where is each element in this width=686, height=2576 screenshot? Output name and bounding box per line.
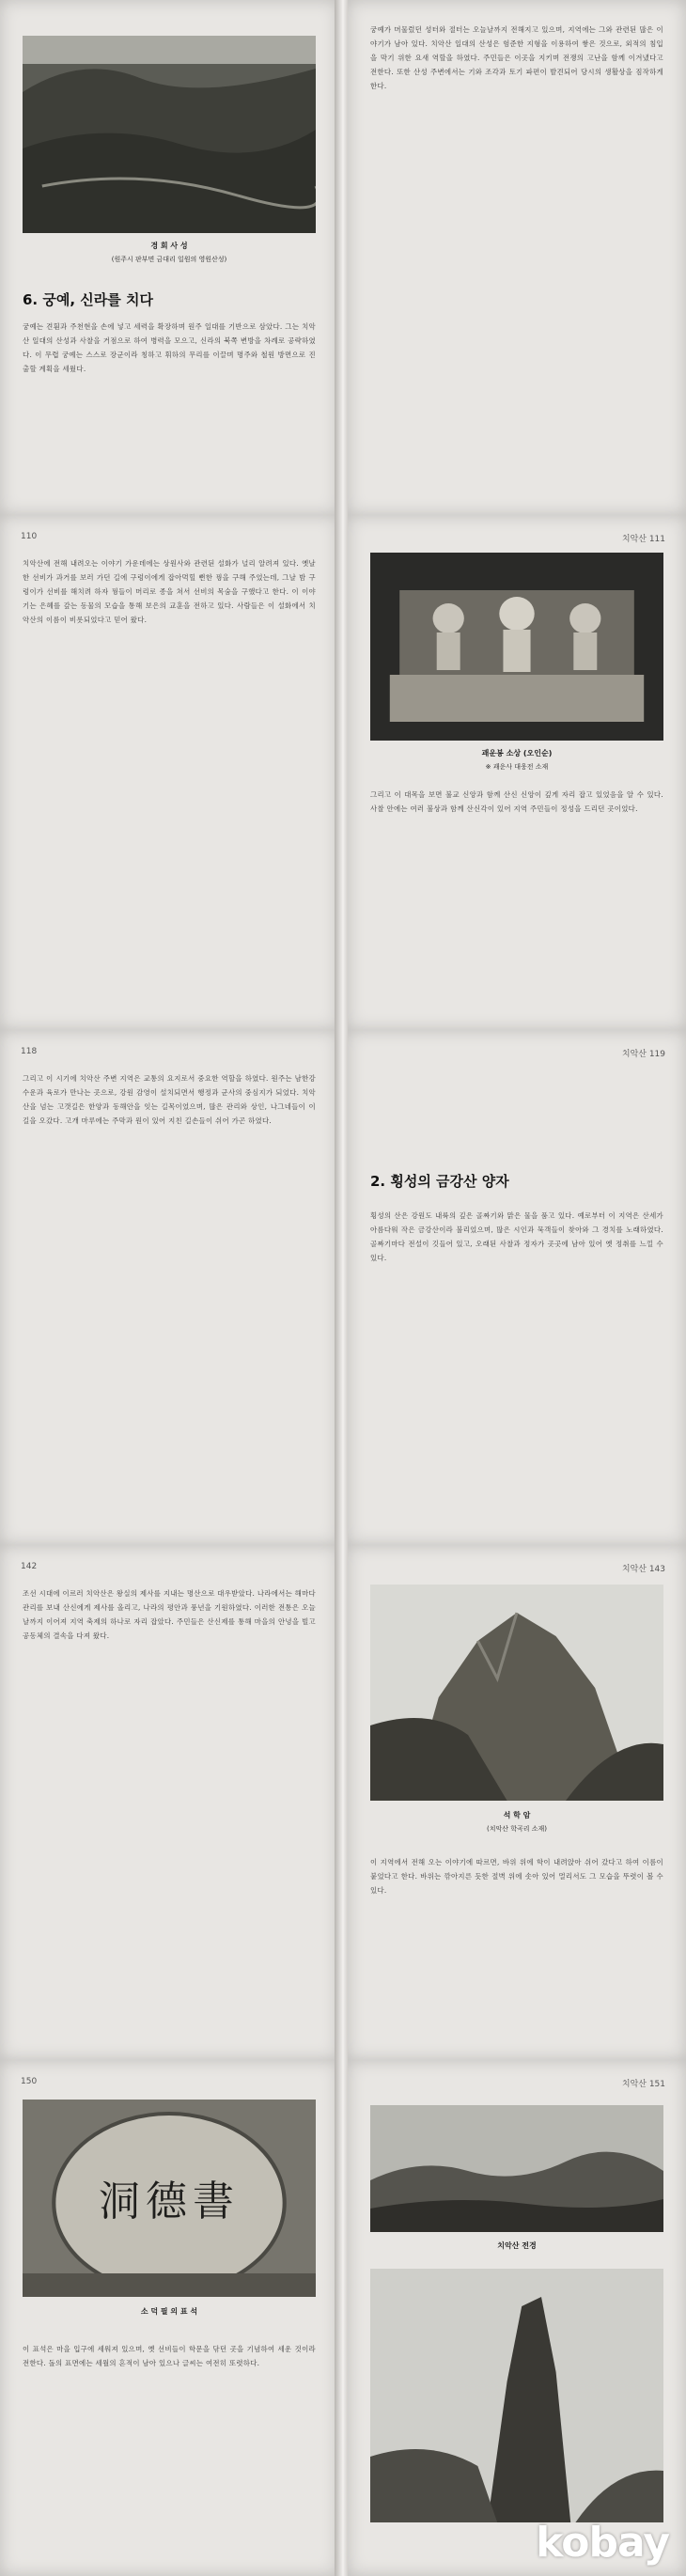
section-heading: 2. 횡성의 금강산 양자: [370, 1173, 509, 1190]
photo-caption-title: 소 덕 필 의 표 석: [140, 2307, 198, 2316]
photo-rock-cliff: [370, 1585, 663, 1801]
left-page: [0, 1030, 338, 1545]
page-number: 118: [21, 1047, 38, 1056]
body-text: 이 표석은 마을 입구에 세워져 있으며, 옛 선비들이 학문을 닦던 곳을 기념하여 세운 것이라 전한다. 돌의 표면에는 세월의 흔적이 남아 있으나 글씨는 여전히 또렷하다.: [23, 2345, 316, 2367]
watermark-logo: kobay: [536, 2519, 669, 2567]
right-page: [348, 2060, 686, 2576]
photo-caption-sub: ※ 괘운사 대웅전 소재: [485, 763, 549, 771]
page-number: 치악산 111: [621, 535, 665, 544]
page-number: 110: [21, 532, 38, 541]
stone-inscription: 洞德書: [99, 2178, 240, 2225]
left-page: [0, 1545, 338, 2060]
photo-caption-sub: (치악산 학곡리 소재): [486, 1825, 547, 1833]
left-page: [0, 2060, 338, 2576]
page-number: 치악산 143: [621, 1565, 665, 1574]
left-page: [0, 0, 338, 515]
book-spread-5: [0, 2060, 686, 2576]
photo-rock-peak: [370, 2269, 663, 2522]
body-text: 치악산에 전해 내려오는 이야기 가운데에는 상원사와 관련된 설화가 널리 알려져 있다. 옛날 한 선비가 과거를 보러 가던 길에 구렁이에게 잡아먹힐 뻔한 꿩을 구해 주었는데, 그날 밤 구렁이가 선비를 해치려 하자 꿩들이 머리로 종을 쳐서 선비의 목숨을 구했다고 한다. 이 이야기는 은혜를 갚는 동물의 모습을 통해 보은의 교훈을 전하고 있다. 사람들은 이 설화에서 치악산의 이름이 비롯되었다고 믿어 왔다.: [23, 559, 316, 624]
book-spread-3: [0, 1030, 686, 1545]
photo-caption-title: 괘운봉 소상 (오인순): [481, 749, 553, 757]
body-text: 그리고 이 대목을 보면 불교 신앙과 함께 산신 신앙이 깊게 자리 잡고 있었음을 알 수 있다. 사찰 안에는 여러 불상과 함께 산신각이 있어 지역 주민들이 정성을 드리던 곳이었다.: [370, 790, 663, 813]
body-text: 궁예는 견훤과 주천현을 손에 넣고 세력을 확장하며 원주 일대를 기반으로 삼았다. 그는 치악산 일대의 산성과 사찰을 거점으로 하여 병력을 모으고, 신라의 북쪽 변방을 차례로 공략하였다. 이 무렵 궁예는 스스로 장군이라 칭하고 휘하의 무리를 이끌며 명주와 철원 방면으로 진출할 계획을 세웠다.: [23, 322, 316, 373]
photo-caption-title: 석 학 암: [503, 1811, 531, 1819]
book-spread-1: [0, 0, 686, 515]
right-page: [348, 1030, 686, 1545]
body-text: 그리고 이 시기에 치악산 주변 지역은 교통의 요지로서 중요한 역할을 하였다. 원주는 남한강 수운과 육로가 만나는 곳으로, 강원 감영이 설치되면서 행정과 군사의 중심지가 되었다. 치악산을 넘는 고갯길은 한양과 동해안을 잇는 길목이었으며, 많은 관리와 상인, 나그네들이 이 길을 오갔다. 고개 마루에는 주막과 원이 있어 지친 길손들이 쉬어 가곤 하였다.: [23, 1074, 316, 1125]
photo-caption-title: 치악산 전경: [497, 2241, 537, 2250]
right-page: [348, 0, 686, 515]
right-page: [348, 515, 686, 1030]
page-number: 치악산 119: [621, 1050, 665, 1059]
right-page: [348, 1545, 686, 2060]
photo-mountain-panorama: [370, 2105, 663, 2232]
page-number: 142: [21, 1562, 38, 1571]
body-text: 궁예가 머물렀던 성터와 절터는 오늘날까지 전해지고 있으며, 지역에는 그와 관련된 많은 이야기가 남아 있다. 치악산 일대의 산성은 험준한 지형을 이용하여 쌓은 것으로, 외적의 침입을 막기 위한 요새 역할을 하였다. 주민들은 이곳을 지키며 전쟁의 고난을 함께 이겨냈다고 전한다. 또한 산성 주변에서는 기와 조각과 토기 파편이 발견되어 당시의 생활상을 짐작하게 한다.: [370, 25, 663, 90]
page-number: 150: [21, 2077, 38, 2086]
photo-mountain-fortress: [23, 36, 316, 233]
section-heading: 6. 궁예, 신라를 치다: [23, 291, 153, 308]
body-text: 이 지역에서 전해 오는 이야기에 따르면, 바위 위에 학이 내려앉아 쉬어 갔다고 하여 이름이 붙었다고 한다. 바위는 깎아지른 듯한 절벽 위에 솟아 있어 멀리서도 그 모습을 뚜렷이 볼 수 있다.: [370, 1858, 663, 1895]
body-text: 조선 시대에 이르러 치악산은 왕실의 제사를 지내는 명산으로 대우받았다. 나라에서는 해마다 관리를 보내 산신에게 제사를 올리고, 나라의 평안과 풍년을 기원하였다. 이러한 전통은 오늘날까지 이어져 지역 축제의 하나로 자리 잡았다. 주민들은 산신제를 통해 마을의 안녕을 빌고 공동체의 결속을 다져 왔다.: [23, 1589, 316, 1640]
left-page: [0, 515, 338, 1030]
photo-buddhist-altar: [370, 553, 663, 741]
book-spread-2: [0, 515, 686, 1030]
book-spread-4: [0, 1545, 686, 2060]
photo-caption-title: 경 회 사 성: [150, 242, 188, 250]
photo-caption-sub: (원주시 판부면 금대리 일원의 영원산성): [111, 256, 227, 263]
photo-stone-monument: [23, 2100, 316, 2297]
page-number: 치악산 151: [621, 2080, 665, 2089]
body-text: 횡성의 산은 강원도 내륙의 깊은 골짜기와 맑은 물을 품고 있다. 예로부터 이 지역은 산세가 아름다워 작은 금강산이라 불리었으며, 많은 시인과 묵객들이 찾아와 그 경치를 노래하였다. 골짜기마다 전설이 깃들어 있고, 오래된 사찰과 정자가 곳곳에 남아 있어 옛 정취를 느낄 수 있다.: [370, 1211, 663, 1262]
